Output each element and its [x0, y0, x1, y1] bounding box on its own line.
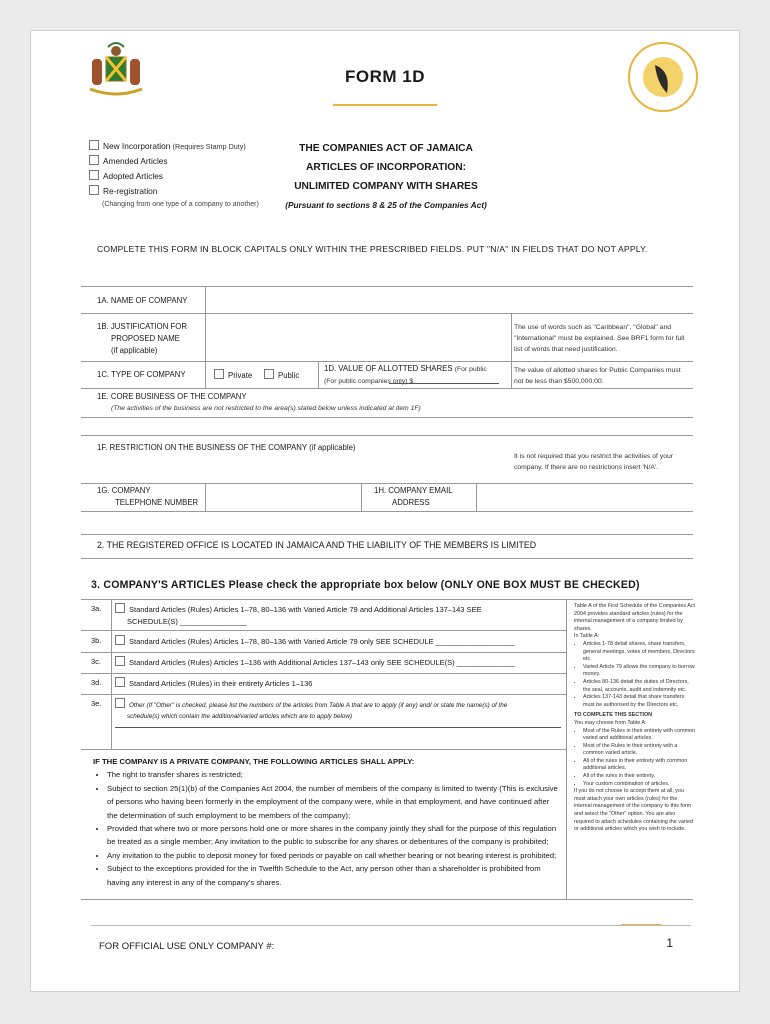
article-3a-num: 3a. — [91, 604, 102, 613]
articles-guidance-sidebar: Table A of the First Schedule of the Companies Act 2004 provides standard articles (rules) for the internal management of a company limited by shares. In Table A: • Articles 1-78 detail shares, share transfers, general meetings, votes of members, Directors etc. • Varied Article 79 allows the company to borrow money. • Articles 80-136 detail the duties of Directors, the seal, accounts, audit and indemnity etc. • Articles 137-143 detail that share transfers must be authorised by the Directors etc. TO COMPLETE THIS SECTION You may choose from Table A: • Most of the Rules in their entirety with common varied and additional articles. • Most of the Rules in their entirety with a common varied article. • All of the rules in their entirety with common additional articles. • All of the rules in their entirety. • Your custom combination of articles. If you do not choose to accept them at all, you must attach your own articles (rules) for the internal management of the company to this form and select the "Other" option. You are also required to attach schedules containing the varied or additional articles which you wish to include. — [574, 603, 696, 834]
form-page — [30, 30, 740, 992]
sidebar-list-item: • Articles 80-136 detail the duties of Directors, the seal, accounts, audit and indemnity etc. — [583, 679, 696, 694]
checkbox[interactable] — [89, 170, 99, 180]
core-business-input[interactable] — [97, 419, 691, 435]
divider — [81, 435, 693, 436]
divider — [81, 673, 566, 674]
sidebar-list-item: • All of the rules in their entirety. — [583, 773, 696, 781]
private-rule-item: • Any invitation to the public to deposit money for fixed periods or payable on call whether bearing or not bearing interest is prohibited; — [107, 849, 561, 862]
article-3b[interactable]: Standard Articles (Rules) Articles 1–78, 80–136 with Varied Article 79 only SEE SCHEDULE ___________________ — [115, 635, 565, 648]
divider — [81, 286, 693, 287]
private-rule-item: • Subject to the exceptions provided for the in Twelfth Schedule to the Act, any person other than a shareholder is prohibited from having any interest in any of the company's shares. — [107, 862, 561, 889]
field-1e-note: (The activities of the business are not restricted to the area(s) stated below unless indicated at item 1F) — [111, 405, 421, 412]
divider — [81, 511, 693, 512]
article-3d-num: 3d. — [91, 678, 102, 687]
divider — [81, 652, 566, 653]
field-1b-label: 1B. JUSTIFICATION FOR PROPOSED NAME (if applicable) — [97, 322, 187, 355]
page-number: 1 — [666, 936, 673, 950]
sidebar-list-item: • Most of the Rules in their entirety with common varied and additional articles. — [583, 728, 696, 743]
reregistration-note: (Changing from one type of a company to another) — [102, 201, 259, 208]
divider — [81, 749, 566, 750]
field-1g-label: 1G. COMPANY TELEPHONE NUMBER — [97, 486, 199, 507]
option-amended-articles[interactable]: Amended Articles — [89, 154, 262, 169]
checkbox[interactable] — [115, 635, 125, 645]
checkbox[interactable] — [115, 603, 125, 613]
field-1e-label: 1E. CORE BUSINESS OF THE COMPANY — [97, 392, 247, 401]
name-justification-input[interactable] — [207, 315, 509, 359]
field-1b-note: The use of words such as "Caribbean", "Global" and "International" must be explained. See BRF1 form for full list of words that need justification. — [514, 324, 685, 353]
allotted-shares-input[interactable] — [389, 383, 499, 384]
divider — [81, 361, 693, 362]
divider — [81, 630, 566, 631]
sidebar-list-item: • Your custom combination of articles. — [583, 781, 696, 789]
checkbox[interactable] — [89, 185, 99, 195]
sidebar-list-item: • Articles 1-78 detail shares, share transfers, general meetings, votes of members, Directors etc. — [583, 641, 696, 664]
article-3c-num: 3c. — [91, 657, 102, 666]
divider — [81, 694, 566, 695]
article-3e-num: 3e. — [91, 699, 102, 708]
field-1f-label: 1F. RESTRICTION ON THE BUSINESS OF THE COMPANY (if applicable) — [97, 443, 356, 452]
field-1h-label: 1H. COMPANY EMAIL ADDRESS — [374, 486, 453, 507]
article-3b-num: 3b. — [91, 636, 102, 645]
instructions: COMPLETE THIS FORM IN BLOCK CAPITALS ONLY WITHIN THE PRESCRIBED FIELDS. PUT "N/A" IN FIELDS THAT DO NOT APPLY. — [97, 244, 648, 254]
section-3-heading: 3. COMPANY'S ARTICLES Please check the appropriate box below (ONLY ONE BOX MUST BE CHECKED) — [91, 579, 640, 591]
divider — [91, 925, 691, 926]
divider — [205, 483, 206, 511]
sidebar-list-item: • All of the rules in their entirety with common additional articles. — [583, 758, 696, 773]
field-1c-label: 1C. TYPE OF COMPANY — [97, 370, 186, 379]
article-3e[interactable]: Other (If "Other" is checked, please list the numbers of the articles from Table A that are to apply (if any) and/ or state the name(s) of the schedule(s) which contain the additional/varied articles which are to apply below) — [115, 698, 565, 722]
telephone-input[interactable] — [207, 485, 359, 509]
divider — [318, 361, 319, 388]
company-name-input[interactable] — [207, 288, 691, 311]
checkbox[interactable] — [264, 369, 274, 379]
checkbox[interactable] — [115, 656, 125, 666]
article-3c[interactable]: Standard Articles (Rules) Articles 1–136 with Additional Articles 137–143 only SEE SCHEDULE(S) ______________ — [115, 656, 565, 669]
divider — [81, 483, 693, 484]
field-1d-note: The value of allotted shares for Public Companies must not be less than $500,000.00. — [514, 367, 681, 385]
email-input[interactable] — [478, 485, 690, 509]
option-new-incorporation[interactable]: New Incorporation (Requires Stamp Duty) — [89, 139, 262, 154]
divider — [81, 899, 693, 900]
divider — [476, 483, 477, 511]
business-restriction-input[interactable] — [97, 456, 507, 481]
private-rule-item: • Subject to section 25(1)(b) of the Companies Act 2004, the number of members of the company is limited to twenty (This is exclusive of persons who having been formerly in the employment of the company were, while in that employment, and have continued after the determination of such employment to be members of the company); — [107, 782, 561, 822]
form-title: FORM 1D — [345, 67, 425, 86]
divider — [361, 483, 362, 511]
divider — [81, 313, 693, 314]
checkbox[interactable] — [115, 677, 125, 687]
sidebar-list-item: • Most of the Rules in their entirety with a common varied article. — [583, 743, 696, 758]
option-reregistration[interactable]: Re-registration — [89, 184, 262, 199]
divider — [81, 534, 693, 535]
divider — [111, 599, 112, 749]
field-1a-label: 1A. NAME OF COMPANY — [97, 296, 188, 305]
checkbox[interactable] — [89, 140, 99, 150]
checkbox[interactable] — [89, 155, 99, 165]
option-adopted-articles[interactable]: Adopted Articles — [89, 169, 262, 184]
private-company-rules: IF THE COMPANY IS A PRIVATE COMPANY, THE FOLLOWING ARTICLES SHALL APPLY: • The right to transfer shares is restricted; • Subject to section 25(1)(b) of the Companies Act 2004, the number of members of the company is limited to twenty (This is exclusive of persons who having been formerly in the employment of the company were, while in that employment, and have continued after the determination of such employment to be members of the company); • Provided that where two or more persons hold one or more shares in the company jointly they shall for the purpose of this regulation be treated as a single member; Any invitation to the public to subscribe for any shares or debentures of the company is prohibited; • Any invitation to the public to deposit money for fixed periods or payable on call whether bearing or not bearing interest is prohibited; • Subject to the exceptions provided for the in Twelfth Schedule to the Act, any person other than a shareholder is prohibited from having any interest in any of the company's shares. — [93, 755, 561, 889]
divider — [511, 313, 512, 388]
article-3d[interactable]: Standard Articles (Rules) in their entirety Articles 1–136 — [115, 677, 565, 690]
sidebar-list-item: • Varied Article 79 allows the company to borrow money. — [583, 664, 696, 679]
checkbox[interactable] — [115, 698, 125, 708]
divider — [205, 286, 206, 388]
field-1f-note: It is not required that you restrict the activities of your company. If there are no restrictions insert 'N/A'. — [514, 453, 674, 471]
official-use-label: FOR OFFICIAL USE ONLY COMPANY #: — [99, 941, 275, 952]
field-1d-sub: (For public companies only) $ — [324, 378, 414, 385]
checkbox[interactable] — [214, 369, 224, 379]
divider — [81, 417, 693, 418]
title-underline — [333, 104, 437, 106]
section-2: 2. THE REGISTERED OFFICE IS LOCATED IN JAMAICA AND THE LIABILITY OF THE MEMBERS IS LIMITED — [97, 540, 537, 550]
sidebar-list-item: • Articles 137-143 detail that share transfers must be authorised by the Directors etc. — [583, 694, 696, 709]
divider — [566, 599, 567, 899]
article-3a[interactable]: Standard Articles (Rules) Articles 1–78, 80–136 with Varied Article 79 and Additional Articles 137–143 SEE SCHEDULE(S) ________________ — [115, 603, 565, 628]
type-public-option[interactable]: Public — [264, 369, 299, 382]
field-1d-label: 1D. VALUE OF ALLOTTED SHARES (For public — [324, 364, 487, 373]
private-rule-item: • The right to transfer shares is restricted; — [107, 768, 561, 781]
other-articles-input[interactable] — [115, 727, 561, 728]
form-type-options — [89, 139, 262, 211]
divider — [81, 558, 693, 559]
act-heading: THE COMPANIES ACT OF JAMAICA ARTICLES OF INCORPORATION: UNLIMITED COMPANY WITH SHARES (Pursuant to sections 8 & 25 of the Companies Act) — [285, 143, 487, 210]
divider — [81, 599, 693, 600]
type-private-option[interactable]: Private — [214, 369, 252, 382]
private-rule-item: • Provided that where two or more persons hold one or more shares in the company jointly they shall for the purpose of this regulation be treated as a single member; Any invitation to the public to subscribe for any shares or debentures of the company is prohibited; — [107, 822, 561, 849]
divider — [81, 388, 693, 389]
